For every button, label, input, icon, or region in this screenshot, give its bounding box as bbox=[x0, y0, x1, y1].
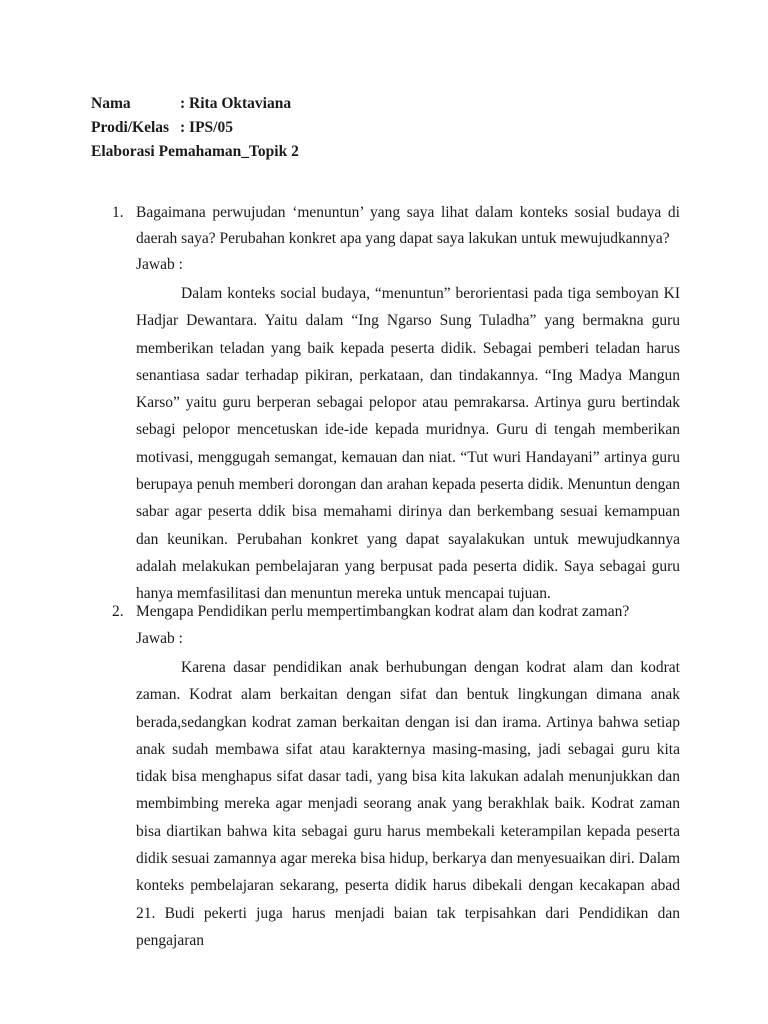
question-text: Mengapa Pendidikan perlu mempertimbangkan kodrat alam dan kodrat zaman? bbox=[136, 603, 630, 620]
name-value: : Rita Oktaviana bbox=[180, 95, 292, 112]
topic-title: Elaborasi Pemahaman_Topik 2 bbox=[91, 143, 299, 160]
question-number: 1. bbox=[112, 204, 124, 221]
answer-text: Karena dasar pendidikan anak berhubungan dengan kodrat alam dan kodrat zaman. Kodrat alam berkaitan dengan sifat dan bentuk lingkungan dimana anak berada,sedangkan kodrat zaman berkaitan dengan isi dan irama. Artinya bahwa setiap anak sudah membawa sifat atau karakternya masing-masing, jadi sebagai guru kita tidak bisa menghapus sifat dasar tadi, yang bisa kita lakukan adalah menunjukkan dan membimbing mereka agar menjadi seorang anak yang berakhlak baik. Kodrat zaman bisa diartikan bahwa kita sebagai guru harus membekali keterampilan kepada peserta didik sesuai zamannya agar mereka bisa hidup, berkarya dan menyesuaikan diri. Dalam konteks pembelajaran sekarang, peserta didik harus dibekali dengan kecakapan abad 21. Budi pekerti juga harus menjadi baian tak terpisahkan dari Pendidikan dan pengajaran bbox=[136, 659, 680, 949]
class-value: : IPS/05 bbox=[180, 119, 233, 136]
answer-text: Dalam konteks social budaya, “menuntun” berorientasi pada tiga semboyan KI Hadjar Dewantara. Yaitu dalam “Ing Ngarso Sung Tuladha” yang bermakna guru memberikan teladan yang baik kepada peserta didik. Sebagai pemberi teladan harus senantiasa sadar terhadap pikiran, perkataan, dan tindakannya. “Ing Madya Mangun Karso” yaitu guru berperan sebagai pelopor atau pemrakarsa. Artinya guru bertindak sebagi pelopor mencetuskan ide-ide kepada muridnya. Guru di tengah memberikan motivasi, menggugah semangat, kemauan dan niat. “Tut wuri Handayani” artinya guru berupaya penuh memberi dorongan dan arahan kepada peserta didik. Menuntun dengan sabar agar peserta ddik bisa memahami dirinya dan berkembang sesuai kemampuan dan keunikan. Perubahan konkret yang dapat sayalakukan untuk mewujudkannya adalah melakukan pembelajaran yang berpusat pada peserta didik. Saya sebagai guru hanya memfasilitasi dan menuntun mereka untuk mencapai tujuan. bbox=[136, 285, 680, 603]
question-number: 2. bbox=[112, 603, 124, 620]
class-row bbox=[91, 116, 299, 140]
document-header bbox=[91, 92, 299, 164]
name-label: Nama bbox=[91, 95, 131, 112]
answer-label: Jawab : bbox=[136, 256, 183, 273]
class-label: Prodi/Kelas bbox=[91, 119, 170, 136]
name-row bbox=[91, 92, 299, 116]
answer-label: Jawab : bbox=[136, 630, 183, 647]
question-text: Bagaimana perwujudan ‘menuntun’ yang saya lihat dalam konteks sosial budaya di daerah saya? Perubahan konkret apa yang dapat saya lakukan untuk mewujudkannya? bbox=[136, 204, 680, 247]
